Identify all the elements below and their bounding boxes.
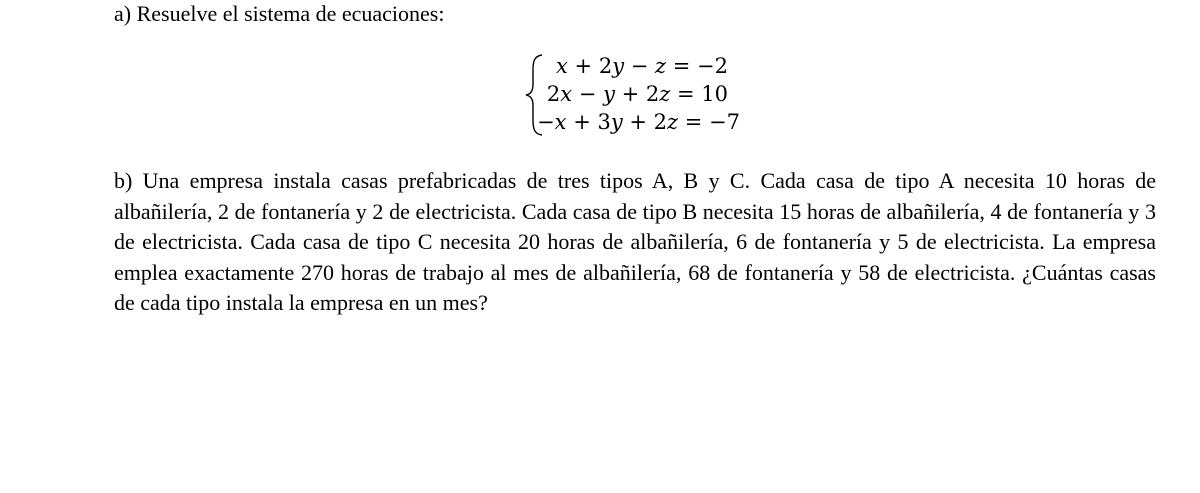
- right-hand-side: = 10: [670, 82, 728, 106]
- variable: z: [667, 110, 679, 134]
- variable: z: [659, 82, 671, 106]
- equation-system: [524, 52, 764, 138]
- term: −: [624, 54, 656, 78]
- equation-1: [538, 53, 728, 79]
- right-hand-side: = −7: [678, 110, 740, 134]
- variable: y: [612, 54, 625, 78]
- term: 2: [546, 82, 561, 106]
- term: + 2: [622, 110, 668, 134]
- variable: y: [610, 110, 623, 134]
- term: + 3: [566, 110, 611, 134]
- part-a-heading: a) Resuelve el sistema de ecuaciones:: [114, 1, 445, 26]
- variable: x: [556, 54, 568, 78]
- right-hand-side: = −2: [666, 54, 728, 78]
- variable: z: [655, 54, 667, 78]
- term: + 2: [614, 82, 660, 106]
- term: + 2: [567, 54, 613, 78]
- equation-2: [538, 81, 728, 107]
- variable: y: [603, 82, 615, 106]
- equation-3: [530, 109, 740, 135]
- term: −: [572, 82, 604, 106]
- term: −: [537, 110, 555, 134]
- variable: x: [560, 82, 573, 106]
- part-b-problem-text: b) Una empresa instala casas prefabricadas de tres tipos A, B y C. Cada casa de tipo A necesita 10 horas de albañilería, 2 de fontanería y 2 de electricista. Cada casa de tipo B necesita 15 horas de albañilería, 4 de fontanería y 3 de electricista. Cada casa de tipo C necesita 20 horas de albañilería, 6 de fontanería y 5 de electricista. La empresa emplea exactamente 270 horas de trabajo al mes de albañilería, 68 de fontanería y 58 de electricista. ¿Cuántas casas de cada tipo instala la empresa en un mes?: [114, 168, 1156, 315]
- variable: x: [554, 110, 567, 134]
